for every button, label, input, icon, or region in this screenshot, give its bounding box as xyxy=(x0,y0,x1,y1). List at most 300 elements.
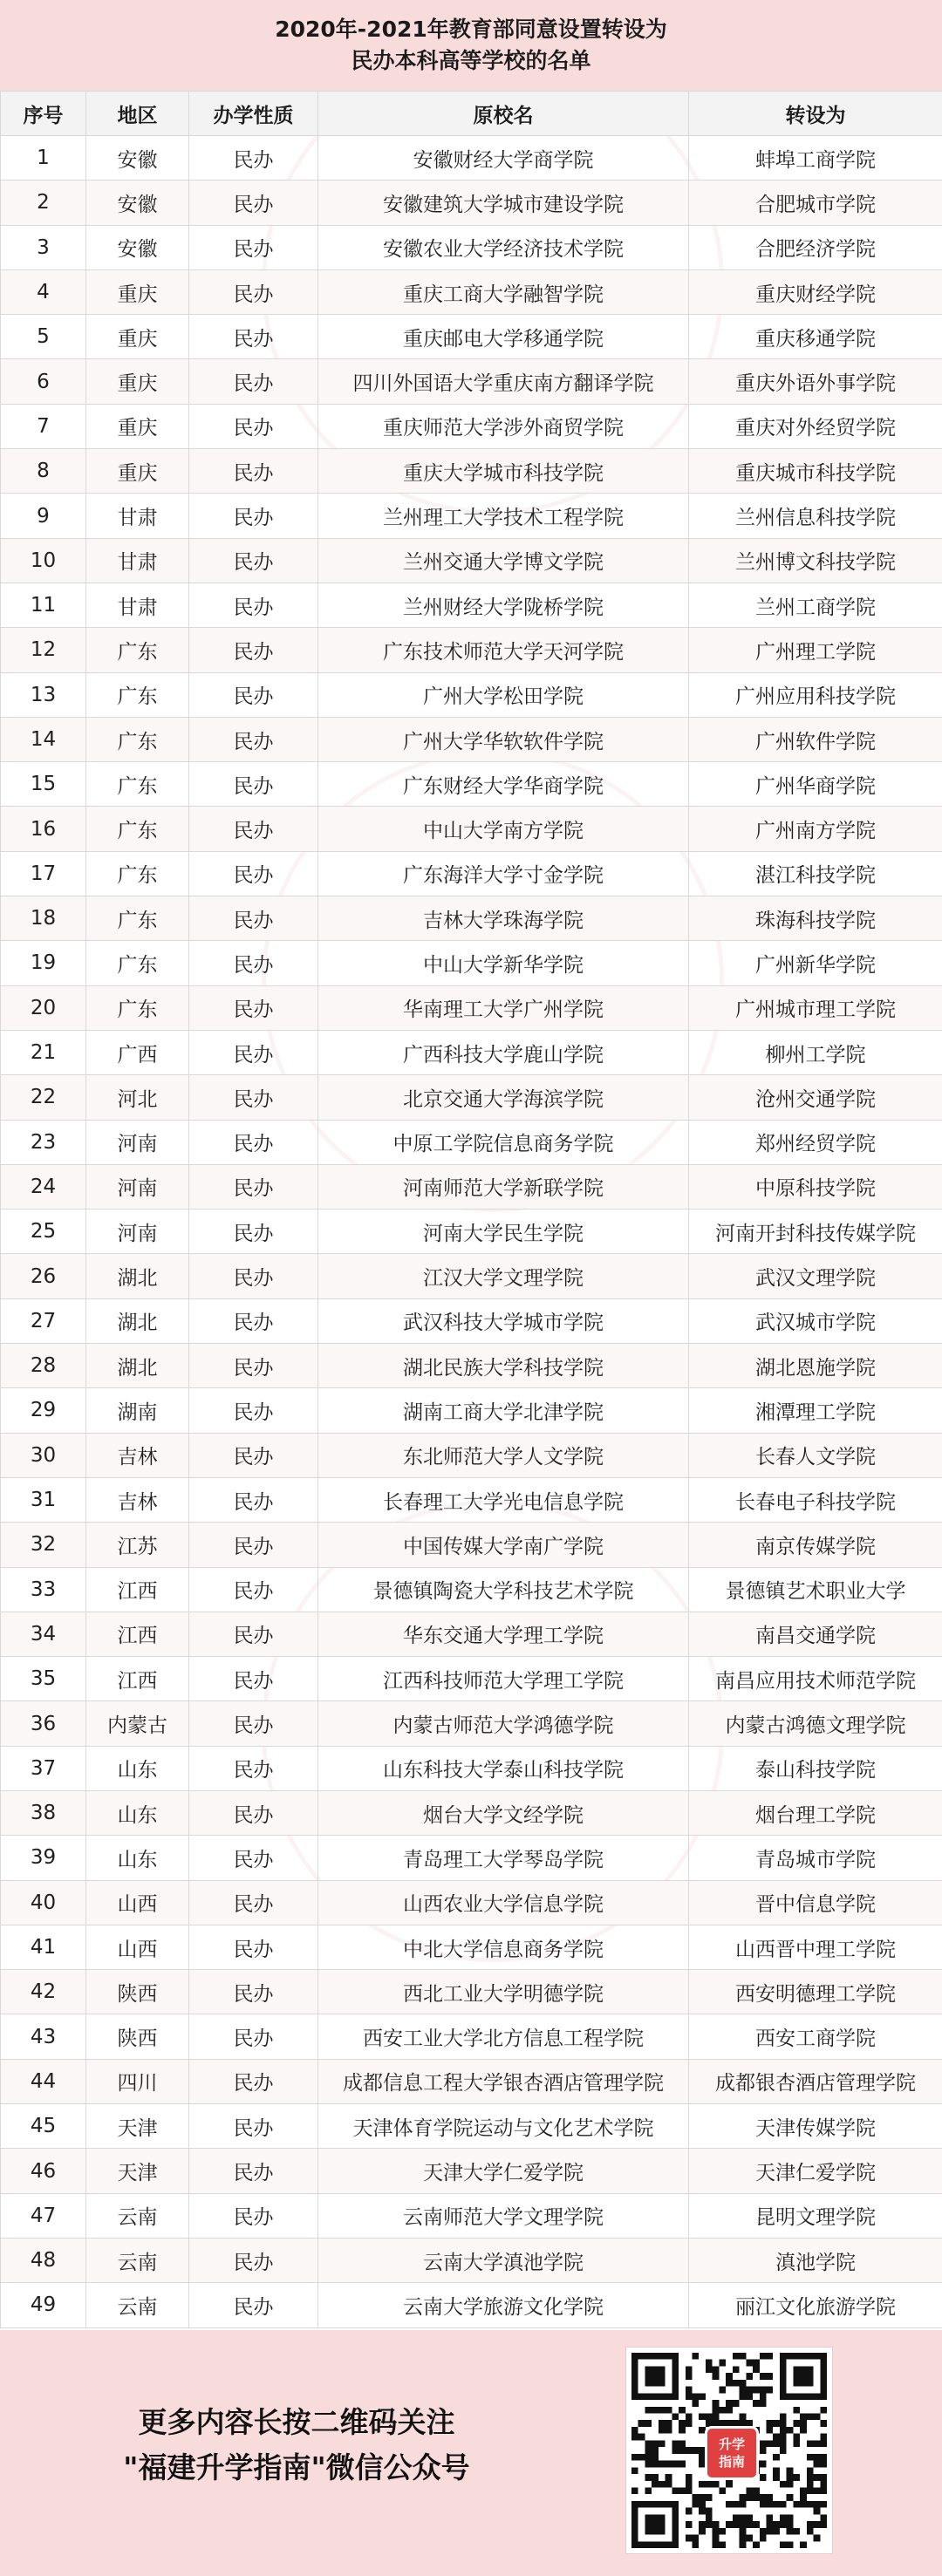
row-original-name: 安徽建筑大学城市建设学院 xyxy=(318,181,689,225)
row-index: 49 xyxy=(1,2283,86,2327)
row-type: 民办 xyxy=(189,985,318,1030)
row-region: 陕西 xyxy=(86,1970,189,2014)
row-region: 山西 xyxy=(86,1880,189,1925)
row-type: 民办 xyxy=(189,404,318,448)
footer-banner xyxy=(0,2330,942,2576)
row-index: 34 xyxy=(1,1612,86,1656)
table-row xyxy=(1,1164,942,1209)
row-type: 民办 xyxy=(189,449,318,494)
row-region: 江西 xyxy=(86,1612,189,1656)
table-row xyxy=(1,1925,942,1969)
row-original-name: 中山大学南方学院 xyxy=(318,807,689,851)
row-original-name: 兰州交通大学博文学院 xyxy=(318,538,689,583)
row-original-name: 广西科技大学鹿山学院 xyxy=(318,1030,689,1074)
row-original-name: 天津大学仁爱学院 xyxy=(318,2149,689,2193)
row-region: 广东 xyxy=(86,807,189,851)
row-index: 33 xyxy=(1,1567,86,1612)
row-original-name: 华东交通大学理工学院 xyxy=(318,1612,689,1656)
row-new-name: 湘潭理工学院 xyxy=(689,1388,942,1433)
row-type: 民办 xyxy=(189,1746,318,1790)
table-row xyxy=(1,2059,942,2103)
row-original-name: 湖南工商大学北津学院 xyxy=(318,1388,689,1433)
row-index: 29 xyxy=(1,1388,86,1433)
row-type: 民办 xyxy=(189,1254,318,1298)
row-original-name: 武汉科技大学城市学院 xyxy=(318,1298,689,1343)
row-region: 吉林 xyxy=(86,1433,189,1477)
row-type: 民办 xyxy=(189,1298,318,1343)
table-row xyxy=(1,985,942,1030)
table-row xyxy=(1,181,942,225)
row-region: 天津 xyxy=(86,2104,189,2149)
row-index: 28 xyxy=(1,1344,86,1388)
row-region: 广东 xyxy=(86,896,189,941)
table-row xyxy=(1,941,942,985)
row-region: 云南 xyxy=(86,2193,189,2238)
table-row xyxy=(1,1880,942,1925)
row-original-name: 重庆工商大学融智学院 xyxy=(318,269,689,314)
row-index: 39 xyxy=(1,1836,86,1880)
row-region: 河南 xyxy=(86,1210,189,1254)
row-region: 吉林 xyxy=(86,1477,189,1522)
row-new-name: 蚌埠工商学院 xyxy=(689,136,942,181)
row-region: 重庆 xyxy=(86,269,189,314)
row-original-name: 中原工学院信息商务学院 xyxy=(318,1120,689,1164)
row-original-name: 江汉大学文理学院 xyxy=(318,1254,689,1298)
column-header-original-name: 原校名 xyxy=(318,92,689,136)
row-type: 民办 xyxy=(189,1880,318,1925)
table-row xyxy=(1,628,942,672)
table-row xyxy=(1,1567,942,1612)
row-original-name: 河南师范大学新联学院 xyxy=(318,1164,689,1209)
row-index: 37 xyxy=(1,1746,86,1790)
row-type: 民办 xyxy=(189,896,318,941)
footer-line2: "福建升学指南"微信公众号 xyxy=(123,2450,470,2484)
row-new-name: 西安工商学院 xyxy=(689,2014,942,2059)
row-index: 6 xyxy=(1,359,86,404)
row-new-name: 滇池学院 xyxy=(689,2238,942,2282)
row-new-name: 成都银杏酒店管理学院 xyxy=(689,2059,942,2103)
row-new-name: 沧州交通学院 xyxy=(689,1075,942,1120)
row-index: 32 xyxy=(1,1523,86,1567)
table-row xyxy=(1,807,942,851)
row-original-name: 长春理工大学光电信息学院 xyxy=(318,1477,689,1522)
row-original-name: 北京交通大学海滨学院 xyxy=(318,1075,689,1120)
row-region: 甘肃 xyxy=(86,583,189,627)
school-table xyxy=(0,91,942,2328)
row-index: 8 xyxy=(1,449,86,494)
row-type: 民办 xyxy=(189,1701,318,1746)
row-region: 云南 xyxy=(86,2238,189,2282)
row-region: 广西 xyxy=(86,1030,189,1074)
row-type: 民办 xyxy=(189,1612,318,1656)
row-original-name: 西北工业大学明德学院 xyxy=(318,1970,689,2014)
table-row xyxy=(1,1523,942,1567)
row-region: 天津 xyxy=(86,2149,189,2193)
row-new-name: 郑州经贸学院 xyxy=(689,1120,942,1164)
row-new-name: 重庆对外经贸学院 xyxy=(689,404,942,448)
table-row xyxy=(1,1120,942,1164)
row-index: 46 xyxy=(1,2149,86,2193)
row-index: 23 xyxy=(1,1120,86,1164)
row-new-name: 西安明德理工学院 xyxy=(689,1970,942,2014)
row-region: 重庆 xyxy=(86,315,189,359)
table-row xyxy=(1,1657,942,1701)
qr-badge-line2: 指南 xyxy=(718,2454,745,2470)
row-type: 民办 xyxy=(189,1523,318,1567)
row-new-name: 泰山科技学院 xyxy=(689,1746,942,1790)
row-type: 民办 xyxy=(189,269,318,314)
row-type: 民办 xyxy=(189,2104,318,2149)
row-index: 5 xyxy=(1,315,86,359)
row-region: 山西 xyxy=(86,1925,189,1969)
table-row xyxy=(1,494,942,538)
table-row xyxy=(1,225,942,269)
row-type: 民办 xyxy=(189,181,318,225)
row-new-name: 武汉文理学院 xyxy=(689,1254,942,1298)
row-new-name: 广州软件学院 xyxy=(689,717,942,761)
row-region: 安徽 xyxy=(86,136,189,181)
row-original-name: 中北大学信息商务学院 xyxy=(318,1925,689,1969)
row-region: 重庆 xyxy=(86,404,189,448)
row-original-name: 兰州财经大学陇桥学院 xyxy=(318,583,689,627)
row-new-name: 晋中信息学院 xyxy=(689,1880,942,1925)
table-row xyxy=(1,2104,942,2149)
table-row xyxy=(1,762,942,807)
table-body xyxy=(1,136,942,2328)
row-type: 民办 xyxy=(189,1075,318,1120)
title-banner xyxy=(0,0,942,91)
table-row xyxy=(1,2149,942,2193)
table-row xyxy=(1,404,942,448)
row-index: 10 xyxy=(1,538,86,583)
table-row xyxy=(1,1836,942,1880)
row-original-name: 云南大学滇池学院 xyxy=(318,2238,689,2282)
row-original-name: 兰州理工大学技术工程学院 xyxy=(318,494,689,538)
row-index: 40 xyxy=(1,1880,86,1925)
row-region: 广东 xyxy=(86,941,189,985)
row-region: 四川 xyxy=(86,2059,189,2103)
row-new-name: 合肥经济学院 xyxy=(689,225,942,269)
row-original-name: 广东技术师范大学天河学院 xyxy=(318,628,689,672)
row-type: 民办 xyxy=(189,2149,318,2193)
row-original-name: 青岛理工大学琴岛学院 xyxy=(318,1836,689,1880)
row-new-name: 河南开封科技传媒学院 xyxy=(689,1210,942,1254)
row-type: 民办 xyxy=(189,583,318,627)
page-title-line1: 2020年-2021年教育部同意设置转设为 xyxy=(275,17,667,42)
row-type: 民办 xyxy=(189,1657,318,1701)
row-original-name: 吉林大学珠海学院 xyxy=(318,896,689,941)
table-row xyxy=(1,1344,942,1388)
row-new-name: 兰州博文科技学院 xyxy=(689,538,942,583)
row-index: 30 xyxy=(1,1433,86,1477)
row-region: 甘肃 xyxy=(86,494,189,538)
row-original-name: 广州大学华软软件学院 xyxy=(318,717,689,761)
row-original-name: 广东海洋大学寸金学院 xyxy=(318,851,689,896)
row-new-name: 长春人文学院 xyxy=(689,1433,942,1477)
row-region: 河南 xyxy=(86,1120,189,1164)
row-region: 广东 xyxy=(86,762,189,807)
row-new-name: 珠海科技学院 xyxy=(689,896,942,941)
row-type: 民办 xyxy=(189,628,318,672)
row-index: 15 xyxy=(1,762,86,807)
row-type: 民办 xyxy=(189,1477,318,1522)
row-type: 民办 xyxy=(189,717,318,761)
row-index: 17 xyxy=(1,851,86,896)
row-region: 江苏 xyxy=(86,1523,189,1567)
row-new-name: 丽江文化旅游学院 xyxy=(689,2283,942,2327)
row-region: 广东 xyxy=(86,628,189,672)
row-new-name: 湛江科技学院 xyxy=(689,851,942,896)
row-region: 重庆 xyxy=(86,359,189,404)
row-index: 11 xyxy=(1,583,86,627)
row-region: 甘肃 xyxy=(86,538,189,583)
row-type: 民办 xyxy=(189,359,318,404)
row-original-name: 广东财经大学华商学院 xyxy=(318,762,689,807)
row-index: 19 xyxy=(1,941,86,985)
table-row xyxy=(1,315,942,359)
row-region: 内蒙古 xyxy=(86,1701,189,1746)
row-type: 民办 xyxy=(189,1567,318,1612)
row-original-name: 东北师范大学人文学院 xyxy=(318,1433,689,1477)
row-original-name: 湖北民族大学科技学院 xyxy=(318,1344,689,1388)
table-row xyxy=(1,583,942,627)
row-region: 江西 xyxy=(86,1657,189,1701)
row-new-name: 广州城市理工学院 xyxy=(689,985,942,1030)
row-type: 民办 xyxy=(189,2059,318,2103)
table-row xyxy=(1,896,942,941)
row-type: 民办 xyxy=(189,538,318,583)
row-new-name: 天津传媒学院 xyxy=(689,2104,942,2149)
row-type: 民办 xyxy=(189,2283,318,2327)
row-original-name: 四川外国语大学重庆南方翻译学院 xyxy=(318,359,689,404)
row-region: 重庆 xyxy=(86,449,189,494)
row-original-name: 烟台大学文经学院 xyxy=(318,1790,689,1835)
row-original-name: 山西农业大学信息学院 xyxy=(318,1880,689,1925)
table-row xyxy=(1,672,942,717)
row-type: 民办 xyxy=(189,1836,318,1880)
row-new-name: 重庆财经学院 xyxy=(689,269,942,314)
row-region: 陕西 xyxy=(86,2014,189,2059)
row-region: 河北 xyxy=(86,1075,189,1120)
table-row xyxy=(1,2193,942,2238)
row-type: 民办 xyxy=(189,1030,318,1074)
row-index: 38 xyxy=(1,1790,86,1835)
row-region: 湖南 xyxy=(86,1388,189,1433)
row-type: 民办 xyxy=(189,762,318,807)
page-title-line2: 民办本科高等学校的名单 xyxy=(351,48,591,73)
table-row xyxy=(1,1433,942,1477)
table-row xyxy=(1,359,942,404)
column-header-index: 序号 xyxy=(1,92,86,136)
row-region: 山东 xyxy=(86,1790,189,1835)
row-index: 43 xyxy=(1,2014,86,2059)
row-index: 22 xyxy=(1,1075,86,1120)
row-original-name: 天津体育学院运动与文化艺术学院 xyxy=(318,2104,689,2149)
row-original-name: 云南师范大学文理学院 xyxy=(318,2193,689,2238)
table-row xyxy=(1,1790,942,1835)
footer-line1: 更多内容长按二维码关注 xyxy=(138,2405,455,2439)
row-region: 山东 xyxy=(86,1836,189,1880)
row-type: 民办 xyxy=(189,225,318,269)
row-type: 民办 xyxy=(189,1344,318,1388)
row-original-name: 重庆邮电大学移通学院 xyxy=(318,315,689,359)
row-type: 民办 xyxy=(189,1210,318,1254)
row-index: 14 xyxy=(1,717,86,761)
row-type: 民办 xyxy=(189,1970,318,2014)
row-type: 民办 xyxy=(189,315,318,359)
row-new-name: 青岛城市学院 xyxy=(689,1836,942,1880)
table-row xyxy=(1,1612,942,1656)
row-region: 广东 xyxy=(86,717,189,761)
row-new-name: 合肥城市学院 xyxy=(689,181,942,225)
row-region: 广东 xyxy=(86,672,189,717)
row-new-name: 长春电子科技学院 xyxy=(689,1477,942,1522)
row-index: 48 xyxy=(1,2238,86,2282)
row-new-name: 烟台理工学院 xyxy=(689,1790,942,1835)
row-region: 湖北 xyxy=(86,1254,189,1298)
row-region: 广东 xyxy=(86,851,189,896)
row-index: 20 xyxy=(1,985,86,1030)
row-type: 民办 xyxy=(189,672,318,717)
table-row xyxy=(1,1210,942,1254)
row-new-name: 广州新华学院 xyxy=(689,941,942,985)
row-new-name: 内蒙古鸿德文理学院 xyxy=(689,1701,942,1746)
row-index: 16 xyxy=(1,807,86,851)
row-original-name: 重庆大学城市科技学院 xyxy=(318,449,689,494)
row-index: 4 xyxy=(1,269,86,314)
row-type: 民办 xyxy=(189,1164,318,1209)
row-new-name: 广州南方学院 xyxy=(689,807,942,851)
table-row xyxy=(1,2014,942,2059)
column-header-new-name: 转设为 xyxy=(689,92,942,136)
row-index: 12 xyxy=(1,628,86,672)
row-type: 民办 xyxy=(189,494,318,538)
row-index: 26 xyxy=(1,1254,86,1298)
row-new-name: 广州应用科技学院 xyxy=(689,672,942,717)
row-index: 2 xyxy=(1,181,86,225)
row-original-name: 广州大学松田学院 xyxy=(318,672,689,717)
table-row xyxy=(1,269,942,314)
table-row xyxy=(1,717,942,761)
row-new-name: 景德镇艺术职业大学 xyxy=(689,1567,942,1612)
row-type: 民办 xyxy=(189,941,318,985)
row-new-name: 重庆移通学院 xyxy=(689,315,942,359)
table-row xyxy=(1,1030,942,1074)
table-row xyxy=(1,1075,942,1120)
row-new-name: 武汉城市学院 xyxy=(689,1298,942,1343)
row-index: 27 xyxy=(1,1298,86,1343)
table-row xyxy=(1,2283,942,2327)
row-type: 民办 xyxy=(189,1790,318,1835)
row-new-name: 柳州工学院 xyxy=(689,1030,942,1074)
row-index: 31 xyxy=(1,1477,86,1522)
row-original-name: 景德镇陶瓷大学科技艺术学院 xyxy=(318,1567,689,1612)
row-new-name: 中原科技学院 xyxy=(689,1164,942,1209)
row-new-name: 山西晋中理工学院 xyxy=(689,1925,942,1969)
row-index: 21 xyxy=(1,1030,86,1074)
row-original-name: 河南大学民生学院 xyxy=(318,1210,689,1254)
table-row xyxy=(1,1477,942,1522)
row-index: 35 xyxy=(1,1657,86,1701)
row-type: 民办 xyxy=(189,1433,318,1477)
row-region: 广东 xyxy=(86,985,189,1030)
row-type: 民办 xyxy=(189,1120,318,1164)
row-index: 41 xyxy=(1,1925,86,1969)
row-index: 13 xyxy=(1,672,86,717)
row-type: 民办 xyxy=(189,2238,318,2282)
row-original-name: 云南大学旅游文化学院 xyxy=(318,2283,689,2327)
row-new-name: 天津仁爱学院 xyxy=(689,2149,942,2193)
row-new-name: 昆明文理学院 xyxy=(689,2193,942,2238)
row-type: 民办 xyxy=(189,136,318,181)
table-row xyxy=(1,2238,942,2282)
table-row xyxy=(1,538,942,583)
row-new-name: 广州华商学院 xyxy=(689,762,942,807)
row-original-name: 山东科技大学泰山科技学院 xyxy=(318,1746,689,1790)
row-region: 湖北 xyxy=(86,1344,189,1388)
row-new-name: 南昌交通学院 xyxy=(689,1612,942,1656)
row-index: 24 xyxy=(1,1164,86,1209)
row-type: 民办 xyxy=(189,807,318,851)
row-region: 山东 xyxy=(86,1746,189,1790)
table-row xyxy=(1,136,942,181)
table-row xyxy=(1,1254,942,1298)
column-header-type: 办学性质 xyxy=(189,92,318,136)
row-original-name: 江西科技师范大学理工学院 xyxy=(318,1657,689,1701)
table-row xyxy=(1,1298,942,1343)
row-new-name: 湖北恩施学院 xyxy=(689,1344,942,1388)
table-row xyxy=(1,1970,942,2014)
row-new-name: 兰州工商学院 xyxy=(689,583,942,627)
row-original-name: 西安工业大学北方信息工程学院 xyxy=(318,2014,689,2059)
row-new-name: 兰州信息科技学院 xyxy=(689,494,942,538)
row-index: 7 xyxy=(1,404,86,448)
row-type: 民办 xyxy=(189,1925,318,1969)
row-region: 云南 xyxy=(86,2283,189,2327)
table-row xyxy=(1,1388,942,1433)
row-region: 安徽 xyxy=(86,181,189,225)
row-region: 湖北 xyxy=(86,1298,189,1343)
row-region: 安徽 xyxy=(86,225,189,269)
row-index: 36 xyxy=(1,1701,86,1746)
row-original-name: 成都信息工程大学银杏酒店管理学院 xyxy=(318,2059,689,2103)
row-type: 民办 xyxy=(189,2014,318,2059)
row-new-name: 重庆城市科技学院 xyxy=(689,449,942,494)
row-type: 民办 xyxy=(189,851,318,896)
table-row xyxy=(1,449,942,494)
row-index: 9 xyxy=(1,494,86,538)
table-row xyxy=(1,1746,942,1790)
row-type: 民办 xyxy=(189,2193,318,2238)
row-index: 18 xyxy=(1,896,86,941)
qr-code-icon[interactable] xyxy=(626,2348,832,2553)
table-row xyxy=(1,1701,942,1746)
row-index: 1 xyxy=(1,136,86,181)
row-original-name: 安徽财经大学商学院 xyxy=(318,136,689,181)
row-region: 河南 xyxy=(86,1164,189,1209)
row-new-name: 南昌应用技术师范学院 xyxy=(689,1657,942,1701)
row-new-name: 南京传媒学院 xyxy=(689,1523,942,1567)
row-index: 44 xyxy=(1,2059,86,2103)
row-index: 47 xyxy=(1,2193,86,2238)
table-row xyxy=(1,851,942,896)
row-index: 25 xyxy=(1,1210,86,1254)
row-original-name: 重庆师范大学涉外商贸学院 xyxy=(318,404,689,448)
table-header-row xyxy=(1,92,942,136)
row-index: 42 xyxy=(1,1970,86,2014)
row-new-name: 重庆外语外事学院 xyxy=(689,359,942,404)
row-region: 江西 xyxy=(86,1567,189,1612)
